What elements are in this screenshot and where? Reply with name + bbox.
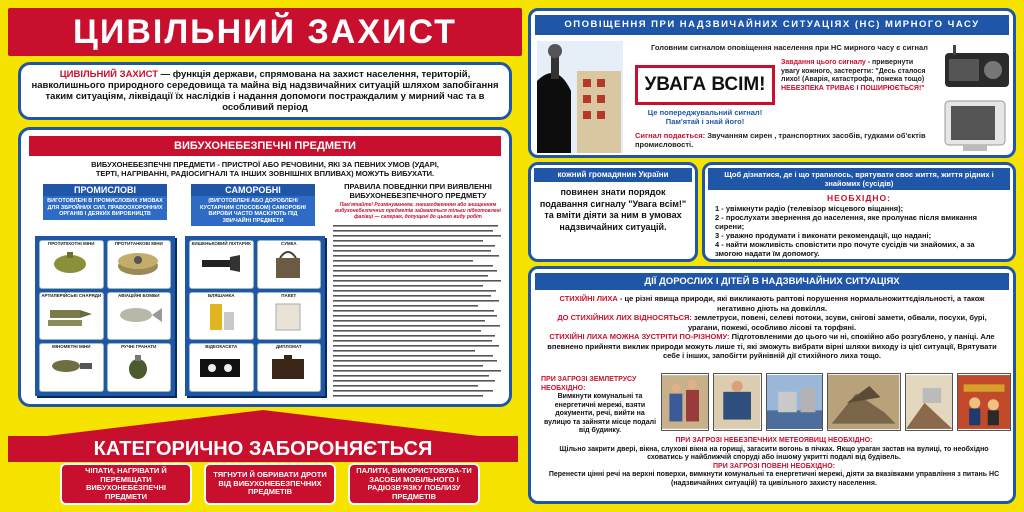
p3-text: Підготовленими до цього чи ні, спокійно або розгублено, у паніці. Але впевнено прийняти виклик природи можуть лише ті, які зможуть вибрати вірні шляхи виходу із цієї ситуації, Врятувати себе і інших, запобігти руйнівній дії стихійного лиха тощо. [547,332,997,360]
p1-text: - це різні явища природи, які викликають раптові порушення нормальножиттєдіяльності, а також негативно діють на довкілля. [617,294,985,313]
page-title-bar [8,8,522,56]
uvaga-text: УВАГА ВСІМ! [644,74,766,95]
find-out-panel [702,162,1016,262]
find-out-item-3: 3 - уважно продумати і виконати рекомендації, що надані; [715,231,932,240]
explosive-intro: ВИБУХОНЕБЕЗПЕЧНІ ПРЕДМЕТИ - ПРИСТРОЇ АБО РЕЧОВИНИ, ЯКІ ЗА ПЕВНИХ УМОВ (УДАРІ, ТЕРТІ, НАГРІВАННІ, РАДІОСИГНАЛІ ТА ІНШИХ ЗОВНІШНІХ ВПЛИВАХ) МОЖУТЬ ВИБУХАТИ. [91,160,439,178]
item-can: БЛЯШАНКА [189,292,254,341]
actions-panel [528,266,1016,504]
item-briefcase: ДИПЛОМАТ [257,343,322,392]
siren-building-illustration [537,41,623,153]
quake-label: ПРИ ЗАГРОЗІ ЗЕМЛЕТРУСУ НЕОБХІДНО: [541,376,637,392]
industrial-text: ВИГОТОВЛЕНІ В ПРОМИСЛОВИХ УМОВАХ ДЛЯ ЗБРОЙНИХ СИЛ, ПРАВООХОРОННИХ ОРГАНІВ І ДЕЯКИХ ВИРОБНИЦТВ [43,196,167,220]
industrial-grid [35,236,175,396]
warn-signal-text [635,108,775,126]
definition-panel [18,62,512,120]
task-label: Завдання цього сигналу [781,59,866,66]
actions-header: ДІЇ ДОРОСЛИХ І ДІТЕЙ В НАДЗВИЧАЙНИХ СИТУАЦІЯХ [535,273,1009,290]
item-hand-grenades: РУЧНІ ГРАНАТИ [107,343,172,392]
homemade-header [191,184,315,226]
item-antipersonnel-mine: ПРОТИПІХОТНІ МІНИ [39,240,104,289]
item-package: ПАКЕТ [257,292,322,341]
photo-ruins [905,373,953,431]
can-icon [190,298,250,332]
homemade-text: (ВИГОТОВЛЕНІ АБО ДОРОБЛЕНІ КУСТАРНИМ СПОСОБОМ) САМОРОБНІ ВИРОБИ ЧАСТО МАСКУЮТЬ ПІД ЗВИЧАЙНІ ПРЕДМЕТИ [191,196,315,226]
disasters-meeting [541,332,1003,361]
find-out-header: Щоб дізнатися, де і що трапилось, врятувати своє життя, життя рідних і знайомих (сусідів) [708,168,1010,190]
shell-icon [40,298,100,332]
disasters-types [541,313,1003,332]
p2-text: землетруси, повені, селеві потоки, зсуви, снігові замети, обвали, посухи, бурі, урагани, пожежі, особливо лісові та торфяні. [687,313,987,332]
rules-text-block [333,223,503,403]
forbidden-title: КАТЕГОРИЧНО ЗАБОРОНЯЄТЬСЯ [8,436,518,462]
photo-collapsed-building [827,373,900,431]
find-out-list [705,203,1013,259]
signal-given [635,131,935,149]
forbidden-item-1: ЧІПАТИ, НАГРІВАТИ Й ПЕРЕМІЩАТИ ВИБУХОНЕБЕЗПЕЧНІ ПРЕДМЕТИ [60,463,192,505]
signal-text: Звучанням сирен , транспортних засобів, гудками об'єктів промисловості. [635,131,926,149]
find-out-item-4: 4 - найти можливість сповістити про почуте сусідів чи знайомих, а за змогою надати їм допомогу. [715,240,975,258]
photo-rescue [713,373,761,431]
bag-icon [258,246,318,280]
photo-flood-shelter [766,373,824,431]
bomb-icon [108,298,168,332]
disaster-photos [661,373,1011,431]
disasters-definition [541,294,1003,313]
cassette-icon [190,349,250,383]
storm-text: Щільно закрити двері, вікна, слухові вікна на горищі, загасити вогонь в пічках. Якщо ураган застав на вулиці, то необхідно сховатись у найближчій споруді або іншому укритті подалі від будівель. [559,445,989,461]
mine-icon [40,246,100,280]
citizen-header: кожний громадянин України [534,168,692,182]
industrial-header [43,184,167,220]
flood-text: Перенести цінні речі на верхні поверхи, вимкнути комунальні та енергетичні мережі, діяти за вказівками управління з питань НС (надзвичайних ситуацій) та цивільного захисту населення. [548,471,1000,487]
rules-subtitle: Пам'ятайте! Розмінуванням, знешкодженням або знищенням вибухонебезпечних предметів займаються тільки підготовлені фахівці — саперам, допущені до цього виду робіт [335,202,501,220]
find-out-needed: НЕОБХІДНО: [827,193,891,203]
briefcase-icon [258,349,318,383]
tv-icon [943,99,1007,153]
definition-term: ЦИВІЛЬНИЙ ЗАХИСТ [59,69,159,80]
p2-label: ДО СТИХІЙНИХ ЛИХ ВІДНОСЯТЬСЯ: [557,313,692,322]
task-text [781,59,931,93]
item-bag: СУМКА [257,240,322,289]
explosive-panel [18,127,512,407]
rules-column [333,182,503,407]
grenade-icon [108,349,168,383]
flashlight-icon [190,246,250,280]
uvaga-box [635,65,775,105]
task-body: - привернути увагу кожного, застерегти: "Десь сталося лихо! (Аварія, катастрофа, пожежа тощо) [781,59,926,83]
find-out-item-1: 1 - увімкнути радіо (телевізор місцевого віщання); [715,204,904,213]
warning-header: ОПОВІЩЕННЯ ПРИ НАДЗВИЧАЙНИХ СИТУАЦІЯХ (НС) МИРНОГО ЧАСУ [535,15,1009,35]
homemade-title: САМОРОБНІ [191,184,315,196]
p3-label: СТИХІЙНІ ЛИХА МОЖНА ЗУСТРІТИ ПО-РІЗНОМУ: [549,332,730,341]
storm-label: ПРИ ЗАГРОЗІ НЕБЕЗПЕЧНИХ МЕТЕОЯВИЩ НЕОБХІДНО: [675,437,873,444]
signal-label: Сигнал подається: [635,131,706,140]
homemade-grid [185,236,325,396]
page-title: ЦИВІЛЬНИЙ ЗАХИСТ [73,13,457,51]
item-videocassette: ВІДЕОКАСЕТА [189,343,254,392]
warning-panel [528,8,1016,158]
radio-icon [943,43,1011,91]
item-mortar-mines: МІНОМЕТНІ МІНИ [39,343,104,392]
photo-evacuation [661,373,709,431]
tank-mine-icon [108,246,168,280]
forbidden-items [60,463,480,505]
item-artillery-shells: АРТИЛЕРІЙСЬКІ СНАРЯДИ [39,292,104,341]
citizen-panel [528,162,698,262]
storm-block [541,437,1007,488]
quake-block [541,376,659,436]
quake-text: Вимкнути комунальні та енергетичні мережі, взяти документи, речі, вийти на вулицю та зайняти місце подалі від будинку. [543,393,657,434]
industrial-title: ПРОМИСЛОВІ [43,184,167,196]
find-out-item-2: 2 - прослухати звернення до населення, яке пролунає після вмикання сирени; [715,213,978,231]
forbidden-item-3: ПАЛИТИ, ВИКОРИСТОВУВА-ТИ ЗАСОБИ МОБІЛЬНОГО І РАДІОЗВ'ЯЗКУ ПОБЛИЗУ ПРЕДМЕТІВ [348,463,480,505]
item-antitank-mine: ПРОТИТАНКОВІ МІНИ [107,240,172,289]
package-icon [258,298,318,332]
explosive-header: ВИБУХОНЕБЕЗПЕЧНІ ПРЕДМЕТИ [29,136,501,156]
flood-label: ПРИ ЗАГРОЗІ ПОВЕНІ НЕОБХІДНО: [713,462,835,470]
definition-text: — функція держави, спрямована на захист населення, територій, навколишнього природного середовища та майна від надзвичайних ситуацій шляхом запобігання таким ситуаціям, ліквідації їх наслідків і надання допомоги постраждалим у мирний час та в особливий період [31,69,499,113]
warn-signal-line: Це попереджувальний сигнал! [647,108,763,117]
remember-line: Пам'ятай і знай його! [665,117,745,126]
forbidden-item-2: ТЯГНУТИ Й ОБРИВАТИ ДРОТИ ВІД ВИБУХОНЕБЕЗПЕЧНИХ ПРЕДМЕТІВ [204,463,336,505]
citizen-text: повинен знати порядок подавання сигналу "Увага всім!" та вміти діяти за ним в умовах надзвичайних ситуацій. [539,187,687,232]
danger-text: НЕБЕЗПЕКА ТРИВАЄ І ПОШИРЮЄТЬСЯ!" [781,84,925,92]
photo-firefighters [957,373,1011,431]
rules-title: ПРАВИЛА ПОВЕДІНКИ ПРИ ВИЯВЛЕННІ ВИБУХОНЕБЕЗПЕЧНОГО ПРЕДМЕТУ [344,182,492,200]
p1-label: СТИХІЙНІ ЛИХА [559,294,618,303]
item-flashlight: КИШЕНЬКОВИЙ ЛІХТАРИК [189,240,254,289]
main-signal-text: Головним сигналом оповіщення населення при НС мирного часу є сигнал [651,43,928,52]
mortar-icon [40,349,100,383]
actions-text [531,294,1013,361]
item-aviation-bombs: АВІАЦІЙНІ БОМБИ [107,292,172,341]
